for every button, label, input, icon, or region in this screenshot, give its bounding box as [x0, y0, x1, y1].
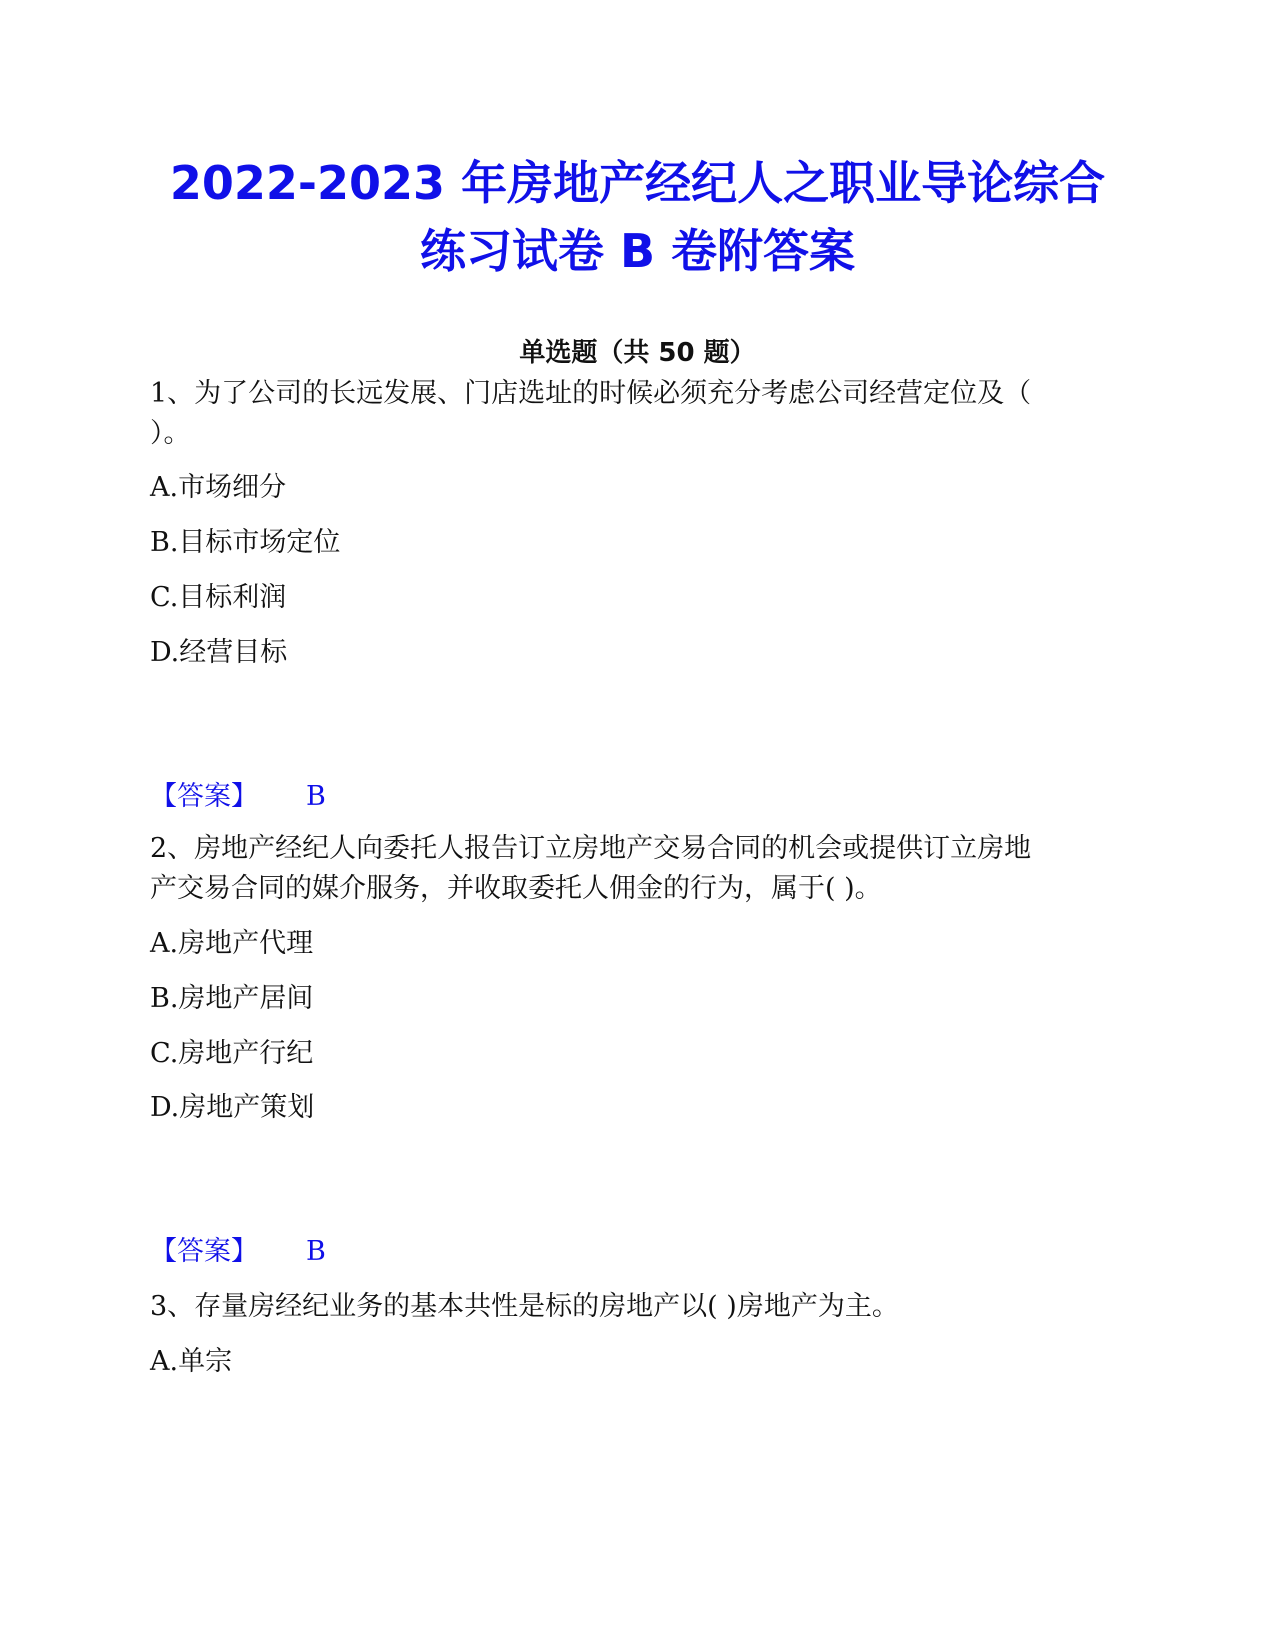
section-heading: 单选题（共 50 题） — [519, 338, 756, 368]
question-1-option-a: A.市场细分 — [150, 472, 287, 503]
question-3-option-a: A.单宗 — [150, 1346, 233, 1377]
question-1-stem-line-1: 1、为了公司的长远发展、门店选址的时候必须充分考虑公司经营定位及（ — [150, 378, 1032, 409]
question-1-option-c: C.目标利润 — [150, 582, 287, 613]
question-2-option-b: B.房地产居间 — [150, 983, 314, 1014]
question-2-stem-line-1: 2、房地产经纪人向委托人报告订立房地产交易合同的机会或提供订立房地 — [150, 833, 1032, 864]
question-2-answer — [150, 1234, 326, 1270]
question-1-option-d: D.经营目标 — [150, 637, 288, 668]
question-3-stem-line-1: 3、存量房经纪业务的基本共性是标的房地产以( )房地产为主。 — [150, 1291, 899, 1322]
question-1-stem-line-2: ）。 — [150, 418, 191, 449]
answer-label: 【答案】 — [150, 1236, 258, 1267]
question-1-option-b: B.目标市场定位 — [150, 527, 341, 558]
answer-value: B — [306, 1236, 326, 1267]
document-title-line-2: 练习试卷 B 卷附答案 — [419, 224, 856, 278]
question-2-option-d: D.房地产策划 — [150, 1092, 315, 1123]
question-2-stem-line-2: 产交易合同的媒介服务，并收取委托人佣金的行为，属于( )。 — [150, 873, 882, 904]
answer-label: 【答案】 — [150, 781, 258, 812]
question-2-option-c: C.房地产行纪 — [150, 1038, 314, 1069]
document-title-line-1: 2022-2023 年房地产经纪人之职业导论综合 — [169, 156, 1106, 210]
question-1-answer — [150, 779, 326, 815]
answer-value: B — [306, 781, 326, 812]
question-2-option-a: A.房地产代理 — [150, 928, 314, 959]
